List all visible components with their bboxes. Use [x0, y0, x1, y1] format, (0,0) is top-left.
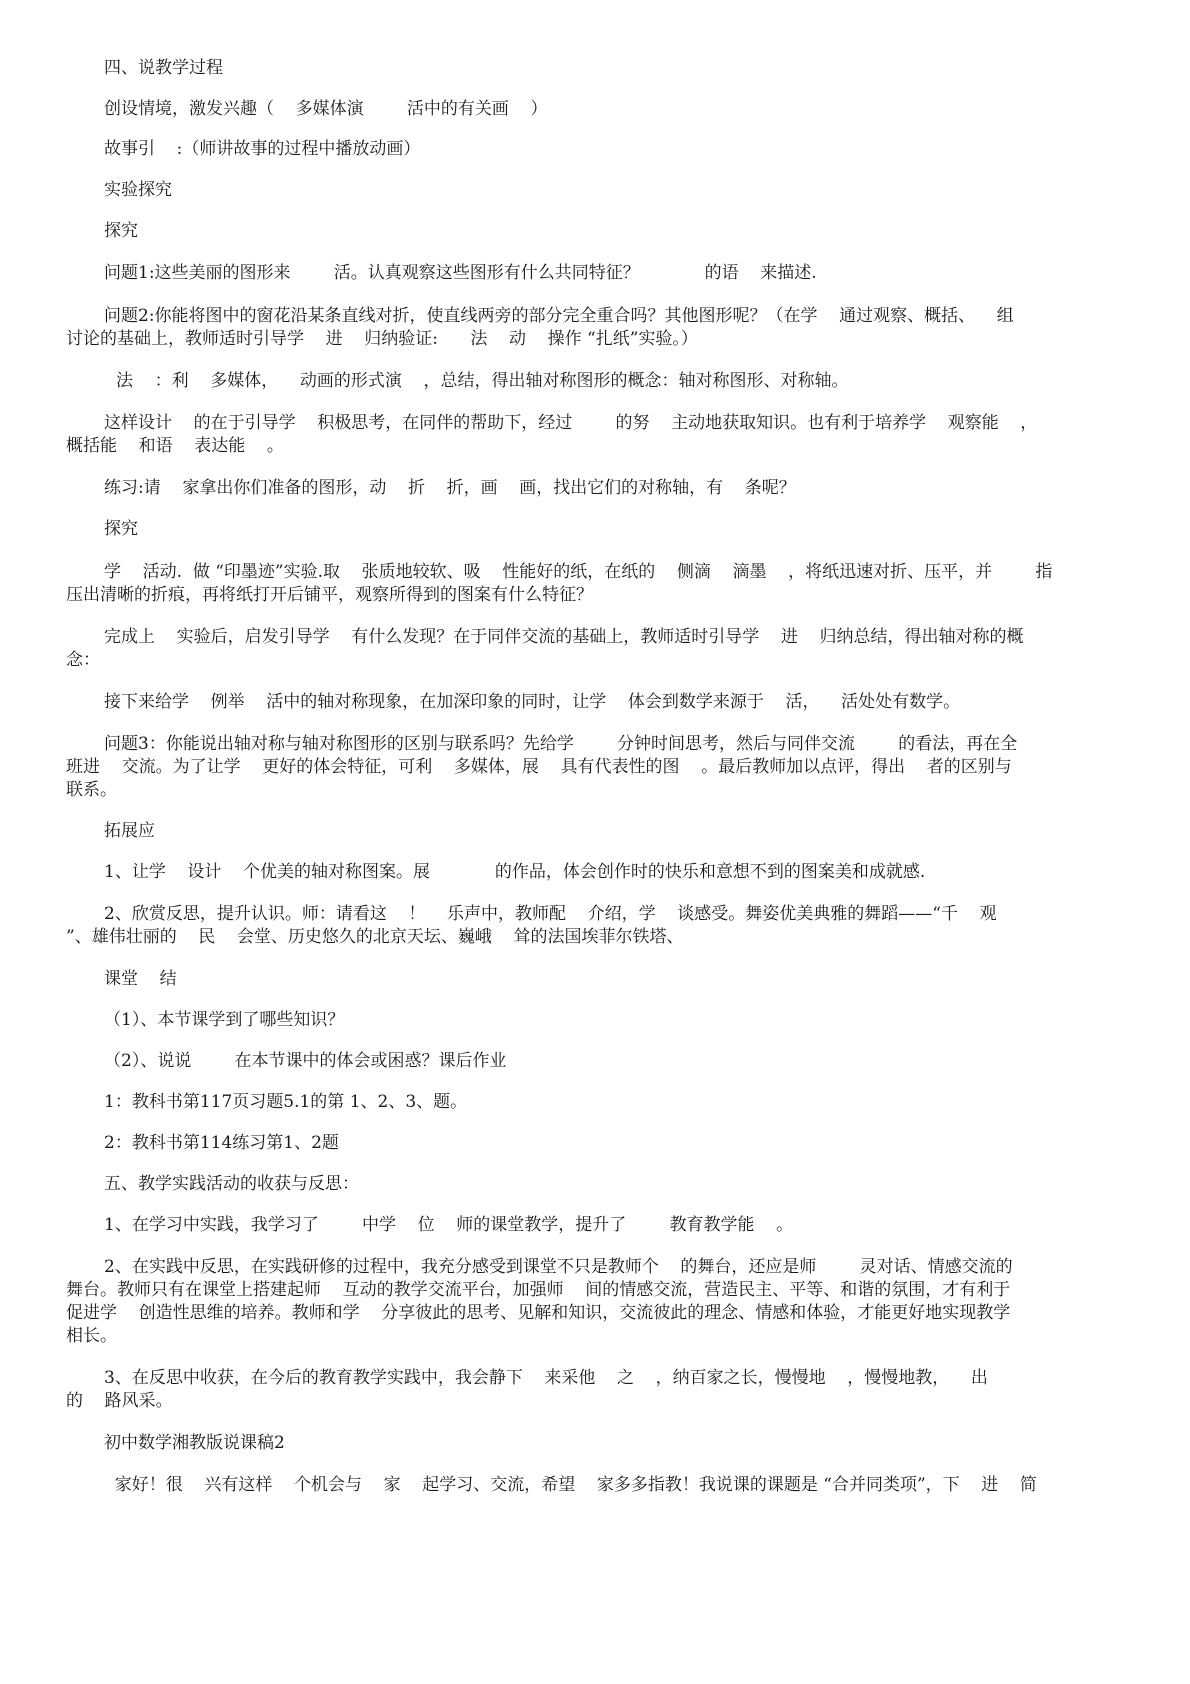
paragraph-text: 故事引 :（师讲故事的过程中播放动画） — [104, 139, 421, 159]
subheading: 探究 — [104, 519, 138, 539]
paragraph-text: 问题1:这些美丽的图形来 活。认真观察这些图形有什么共同特征？ 的语 来描述. — [104, 263, 817, 283]
paragraph-text: 创设情境，激发兴趣（ 多媒体演 活中的有关画 ） — [104, 99, 548, 119]
section-heading-4: 四、说教学过程 — [104, 58, 223, 78]
paragraph-text: （2）、说说 在本节课中的体会或困惑？课后作业 — [104, 1051, 507, 1071]
paragraph-text: 家好！很 兴有这样 个机会与 家 起学习、交流，希望 家多多指教！我说课的课题是 “合并同类项”，下 进 简 — [104, 1475, 1037, 1495]
paragraph-text: 联系。 — [66, 780, 117, 800]
paragraph-text: 概括能 和语 表达能 。 — [66, 436, 284, 456]
paragraph-text: 法 ：利 多媒体， 动画的形式演 ，总结，得出轴对称图形的概念：轴对称图形、对称轴。 — [116, 371, 849, 391]
paragraph-text: 学 活动. 做 “印墨迹”实验.取 张质地较软、吸 性能好的纸，在纸的 侧滴 滴墨 ，将纸迅速对折、压平，并 指 — [104, 562, 1053, 582]
paragraph-text: 念： — [66, 650, 100, 670]
paragraph-text: 这样设计 的在于引导学 积极思考，在同伴的帮助下，经过 的努 主动地获取知识。也有利于培养学 观察能 ， — [104, 413, 1038, 433]
paragraph-text: 1：教科书第117页习题5.1的第 1、2、3、题。 — [104, 1092, 468, 1112]
paragraph-text: 1、在学习中实践，我学习了 中学 位 师的课堂教学，提升了 教育教学能 。 — [104, 1215, 794, 1235]
paragraph-text: 压出清晰的折痕，再将纸打开后铺平，观察所得到的图案有什么特征？ — [66, 585, 593, 605]
paragraph-text: 讨论的基础上，教师适时引导学 进 归纳验证: 法 动 操作 “扎纸”实验。） — [66, 329, 698, 349]
paragraph-text: 2、欣赏反思，提升认识。师：请看这 ！ 乐声中，教师配 介绍，学 谈感受。舞姿优美典雅的舞蹈——“千 观 — [104, 904, 997, 924]
paragraph-text: ”、雄伟壮丽的 民 会堂、历史悠久的北京天坛、巍峨 耸的法国埃菲尔铁塔、 — [66, 927, 684, 947]
subheading: 探究 — [104, 221, 138, 241]
paragraph-text: 促进学 创造性思维的培养。教师和学 分享彼此的思考、见解和知识，交流彼此的理念、情感和体验，才能更好地实现教学 — [66, 1303, 1011, 1323]
paragraph-text: 1、让学 设计 个优美的轴对称图案。展 的作品，体会创作时的快乐和意想不到的图案美和成就感. — [104, 862, 926, 882]
paragraph-text: 2、在实践中反思，在实践研修的过程中，我充分感受到课堂不只是教师个 的舞台，还应是师 灵对话、情感交流的 — [104, 1257, 1013, 1277]
paragraph-text: 问题2:你能将图中的窗花沿某条直线对折，使直线两旁的部分完全重合吗？其他图形呢？（在学 通过观察、概括、 组 — [104, 306, 1014, 326]
paragraph-text: 的 路风采。 — [66, 1391, 173, 1411]
paragraph-text: 2：教科书第114练习第1、2题 — [104, 1133, 339, 1153]
document-subtitle: 初中数学湘教版说课稿2 — [104, 1433, 285, 1453]
paragraph-text: 完成上 实验后，启发引导学 有什么发现？在于同伴交流的基础上，教师适时引导学 进 归纳总结，得出轴对称的概 — [104, 627, 1024, 647]
subheading: 拓展应 — [104, 821, 155, 841]
subheading: 实验探究 — [104, 180, 172, 200]
subheading: 课堂 结 — [104, 969, 177, 989]
paragraph-text: 问题3：你能说出轴对称与轴对称图形的区别与联系吗？先给学 分钟时间思考，然后与同伴交流 的看法，再在全 — [104, 734, 1018, 754]
paragraph-text: （1）、本节课学到了哪些知识？ — [104, 1010, 345, 1030]
paragraph-text: 相长。 — [66, 1326, 117, 1346]
paragraph-text: 练习:请 家拿出你们准备的图形，动 折 折，画 画，找出它们的对称轴，有 条呢？ — [104, 478, 796, 498]
paragraph-text: 班进 交流。为了让学 更好的体会特征，可利 多媒体，展 具有代表性的图 。最后教师加以点评，得出 者的区别与 — [66, 757, 1012, 777]
paragraph-text: 舞台。教师只有在课堂上搭建起师 互动的教学交流平台，加强师 间的情感交流，营造民主、平等、和谐的氛围，才有利于 — [66, 1280, 1011, 1300]
paragraph-text: 3、在反思中收获，在今后的教育教学实践中，我会静下 来采他 之 ，纳百家之长，慢慢地 ，慢慢地教， 出 — [104, 1368, 988, 1388]
paragraph-text: 接下来给学 例举 活中的轴对称现象，在加深印象的同时，让学 体会到数学来源于 活， 活处处有数学。 — [104, 692, 961, 712]
section-heading-5: 五、教学实践活动的收获与反思： — [104, 1174, 359, 1194]
